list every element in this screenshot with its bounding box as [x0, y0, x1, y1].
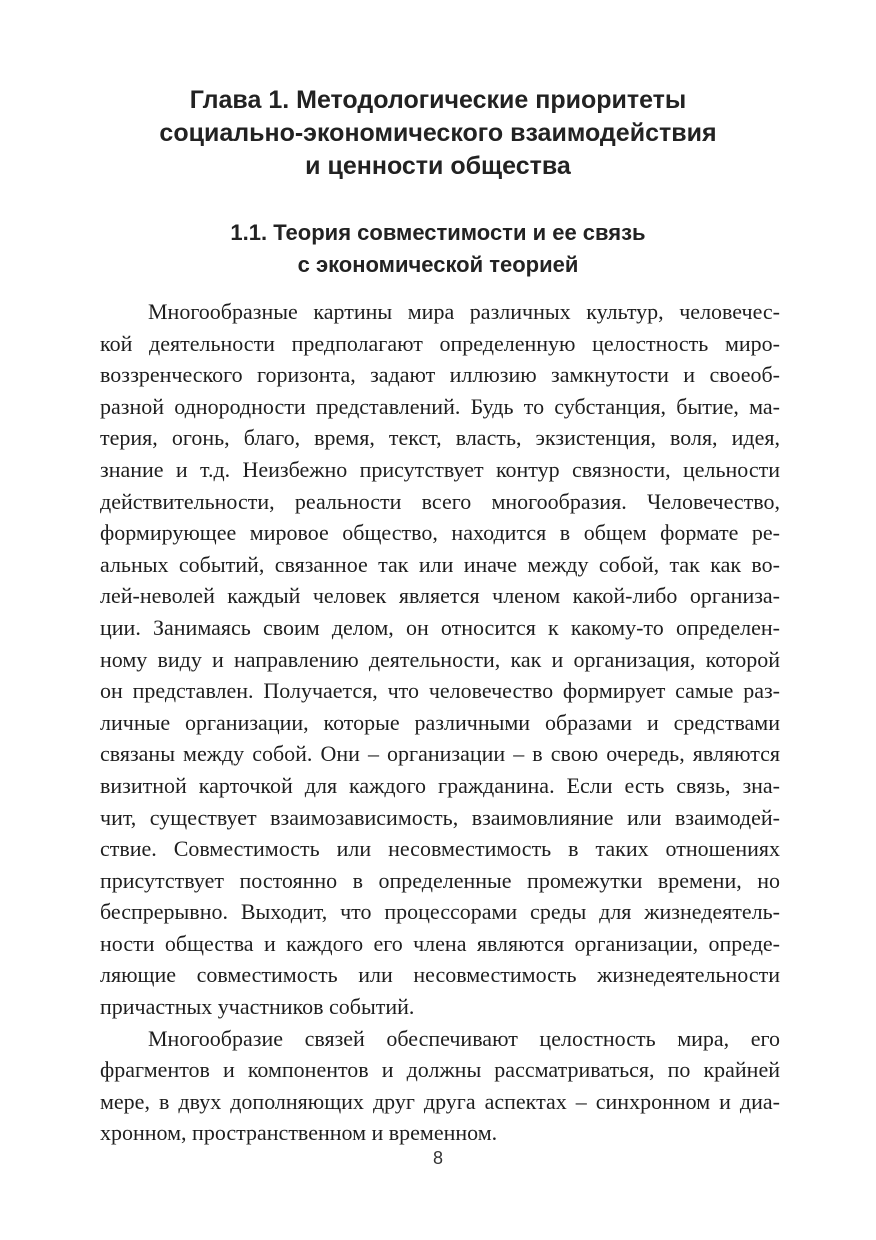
text-line: кой деятельности предполагают определенную целостность миро- — [100, 330, 780, 356]
text-line: причастных участников событий. — [100, 994, 415, 1020]
chapter-title-line: Глава 1. Методологические приоритеты — [189, 86, 687, 114]
text-line: терия, огонь, благо, время, текст, власть, экзистенция, воля, идея, — [100, 425, 780, 451]
text-line: ности общества и каждого его члена являются организации, опреде- — [100, 930, 780, 956]
text-line: присутствует постоянно в определенные промежутки времени, но — [100, 867, 780, 893]
text-line: ствие. Совместимость или несовместимость в таких отношениях — [100, 836, 780, 862]
text-line: ному виду и направлению деятельности, как и организация, которой — [100, 646, 780, 672]
text-line: Многообразие связей обеспечивают целостность мира, его — [148, 1025, 780, 1051]
section-title — [80, 217, 796, 281]
body-text — [100, 296, 780, 1149]
text-line: лей-неволей каждый человек является членом какой-либо организа- — [100, 583, 780, 609]
text-line: фрагментов и компонентов и должны рассматриваться, по крайней — [100, 1057, 780, 1083]
chapter-title-line: социально-экономического взаимодействия — [159, 119, 717, 147]
text-line: беспрерывно. Выходит, что процессорами среды для жизнедеятель- — [100, 899, 780, 925]
text-line: ляющие совместимость или несовместимость жизнедеятельности — [100, 962, 780, 988]
text-line: знание и т.д. Неизбежно присутствует контур связности, цельности — [100, 456, 780, 482]
paragraph — [100, 1023, 780, 1149]
section-title-line: 1.1. Теория совместимости и ее связь — [230, 220, 646, 245]
text-line: воззренческого горизонта, задают иллюзию замкнутости и своеоб- — [100, 362, 780, 388]
page-number: 8 — [432, 1148, 443, 1168]
chapter-title — [80, 84, 796, 183]
text-line: разной однородности представлений. Будь то субстанция, бытие, ма- — [100, 393, 780, 419]
text-line: действительности, реальности всего многообразия. Человечество, — [100, 488, 780, 514]
text-line: мере, в двух дополняющих друг друга аспектах – синхронном и диа- — [100, 1088, 780, 1114]
text-line: он представлен. Получается, что человечество формирует самые раз- — [100, 678, 780, 704]
text-line: хронном, пространственном и временном. — [100, 1120, 498, 1146]
text-line: личные организации, которые различными образами и средствами — [100, 709, 780, 735]
text-line: альных событий, связанное так или иначе между собой, так как во- — [100, 551, 780, 577]
text-line: чит, существует взаимозависимость, взаимовлияние или взаимодей- — [100, 804, 780, 830]
text-line: ции. Занимаясь своим делом, он относится к какому-то определен- — [100, 614, 780, 640]
section-title-line: с экономической теорией — [297, 252, 579, 277]
text-line: связаны между собой. Они – организации – в свою очередь, являются — [100, 741, 780, 767]
paragraph — [100, 296, 780, 1023]
chapter-title-line: и ценности общества — [305, 152, 571, 180]
text-line: Многообразные картины мира различных культур, человечес- — [148, 299, 780, 324]
text-line: визитной карточкой для каждого гражданина. Если есть связь, зна- — [100, 772, 780, 798]
text-line: формирующее мировое общество, находится в общем формате ре- — [100, 520, 780, 546]
